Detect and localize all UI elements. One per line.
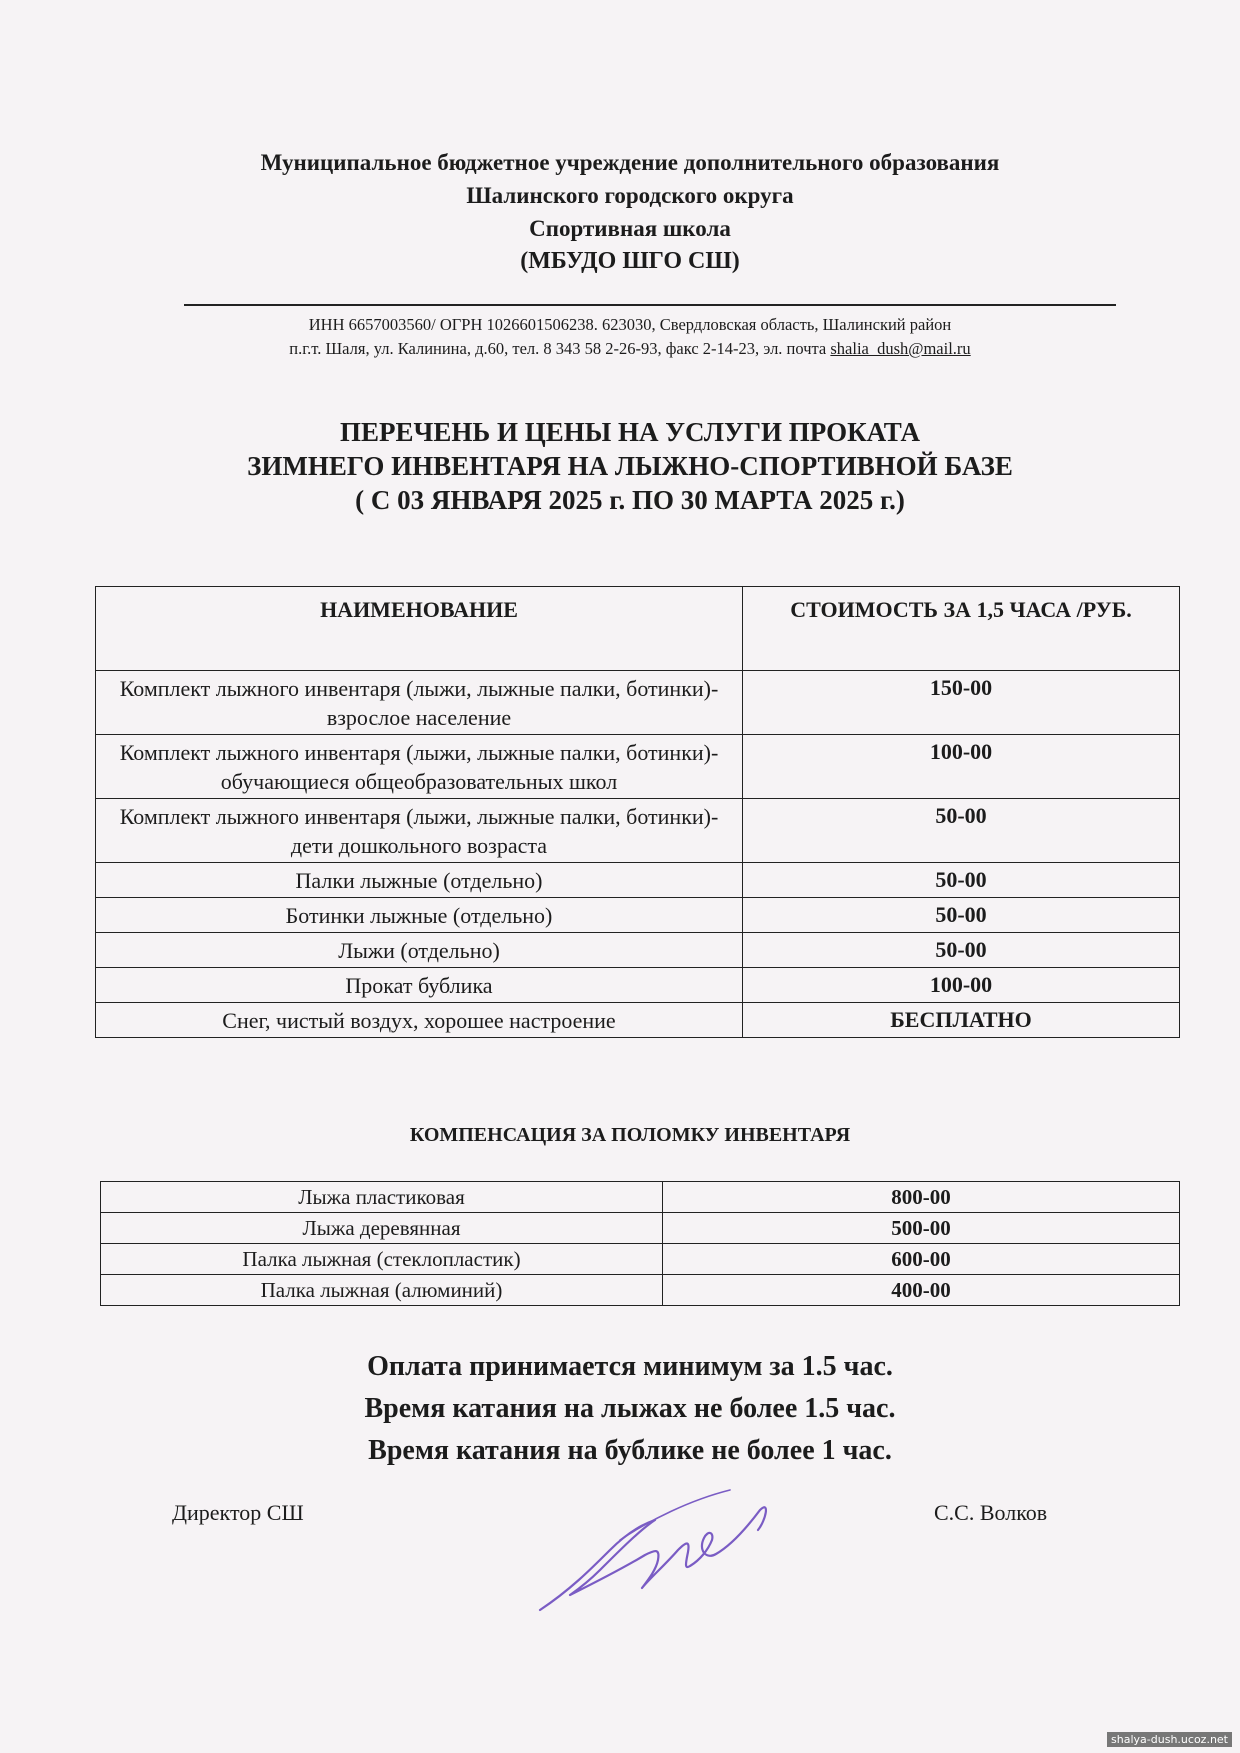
requisites (150, 313, 1110, 361)
note-line: Оплата принимается минимум за 1.5 час. (367, 1351, 893, 1382)
item-name: Лыжа деревянная (101, 1213, 663, 1244)
title-line-1: ПЕРЕЧЕНЬ И ЦЕНЫ НА УСЛУГИ ПРОКАТА (340, 417, 920, 447)
item-price: 150-00 (743, 671, 1180, 735)
email-link[interactable]: shalia_dush@mail.ru (830, 339, 971, 358)
table-row (96, 799, 1180, 863)
item-name: Снег, чистый воздух, хорошее настроение (96, 1003, 743, 1038)
compensation-title: КОМПЕНСАЦИЯ ЗА ПОЛОМКУ ИНВЕНТАРЯ (409, 1124, 851, 1146)
title-line-2: ЗИМНЕГО ИНВЕНТАРЯ НА ЛЫЖНО-СПОРТИВНОЙ БАЗЕ (247, 451, 1013, 481)
item-name: Ботинки лыжные (отдельно) (96, 898, 743, 933)
table-row (101, 1213, 1180, 1244)
org-abbreviation: (МБУДО ШГО СШ) (520, 248, 740, 274)
item-name: Лыжи (отдельно) (96, 933, 743, 968)
requisites-line-2 (150, 337, 1110, 361)
table-row (96, 735, 1180, 799)
item-name: Комплект лыжного инвентаря (лыжи, лыжные палки, ботинки)-взрослое население (96, 671, 743, 735)
header-divider (184, 304, 1116, 306)
item-name: Лыжа пластиковая (101, 1182, 663, 1213)
item-price: 800-00 (663, 1182, 1180, 1213)
compensation-table (100, 1181, 1180, 1306)
director-name: С.С. Волков (934, 1500, 1048, 1525)
director-position: Директор СШ (172, 1500, 304, 1525)
column-header-price: СТОИМОСТЬ ЗА 1,5 ЧАСА /РУБ. (743, 587, 1180, 671)
org-line-1: Муниципальное бюджетное учреждение дополнительного образования (260, 150, 1000, 175)
table-row (96, 1003, 1180, 1038)
prices-table (95, 586, 1180, 1038)
site-watermark: shalya-dush.ucoz.net (1107, 1732, 1232, 1747)
item-price: 100-00 (743, 735, 1180, 799)
item-price: 600-00 (663, 1244, 1180, 1275)
item-name: Комплект лыжного инвентаря (лыжи, лыжные палки, ботинки)-дети дошкольного возраста (96, 799, 743, 863)
requisites-line-1: ИНН 6657003560/ ОГРН 1026601506238. 623030, Свердловская область, Шалинский район (308, 315, 952, 334)
table-row (96, 933, 1180, 968)
item-price: 50-00 (743, 898, 1180, 933)
table-row (96, 863, 1180, 898)
item-price: 50-00 (743, 933, 1180, 968)
org-line-2: Шалинского городского округа (466, 183, 794, 208)
table-row (96, 898, 1180, 933)
item-price: 100-00 (743, 968, 1180, 1003)
payment-notes (150, 1346, 1110, 1472)
org-line-3: Спортивная школа (529, 216, 731, 241)
item-name: Палки лыжные (отдельно) (96, 863, 743, 898)
item-name: Прокат бублика (96, 968, 743, 1003)
title-line-3: ( С 03 ЯНВАРЯ 2025 г. ПО 30 МАРТА 2025 г.) (355, 485, 905, 515)
table-row (96, 968, 1180, 1003)
item-name: Палка лыжная (стеклопластик) (101, 1244, 663, 1275)
table-row (101, 1182, 1180, 1213)
item-name: Комплект лыжного инвентаря (лыжи, лыжные палки, ботинки)-обучающиеся общеобразовательных школ (96, 735, 743, 799)
signature-image (530, 1470, 790, 1620)
item-price: 400-00 (663, 1275, 1180, 1306)
prices-table-header (96, 587, 1180, 671)
item-price: БЕСПЛАТНО (743, 1003, 1180, 1038)
table-row (96, 671, 1180, 735)
requisites-address: п.г.т. Шаля, ул. Калинина, д.60, тел. 8 343 58 2-26-93, факс 2-14-23, эл. почта (289, 339, 827, 358)
item-name: Палка лыжная (алюминий) (101, 1275, 663, 1306)
table-row (101, 1244, 1180, 1275)
item-price: 500-00 (663, 1213, 1180, 1244)
item-price: 50-00 (743, 799, 1180, 863)
note-line: Время катания на лыжах не более 1.5 час. (364, 1393, 896, 1424)
column-header-name: НАИМЕНОВАНИЕ (96, 587, 743, 671)
organization-header (150, 146, 1110, 278)
item-price: 50-00 (743, 863, 1180, 898)
note-line: Время катания на бублике не более 1 час. (368, 1435, 892, 1466)
document-title (150, 415, 1110, 517)
table-row (101, 1275, 1180, 1306)
